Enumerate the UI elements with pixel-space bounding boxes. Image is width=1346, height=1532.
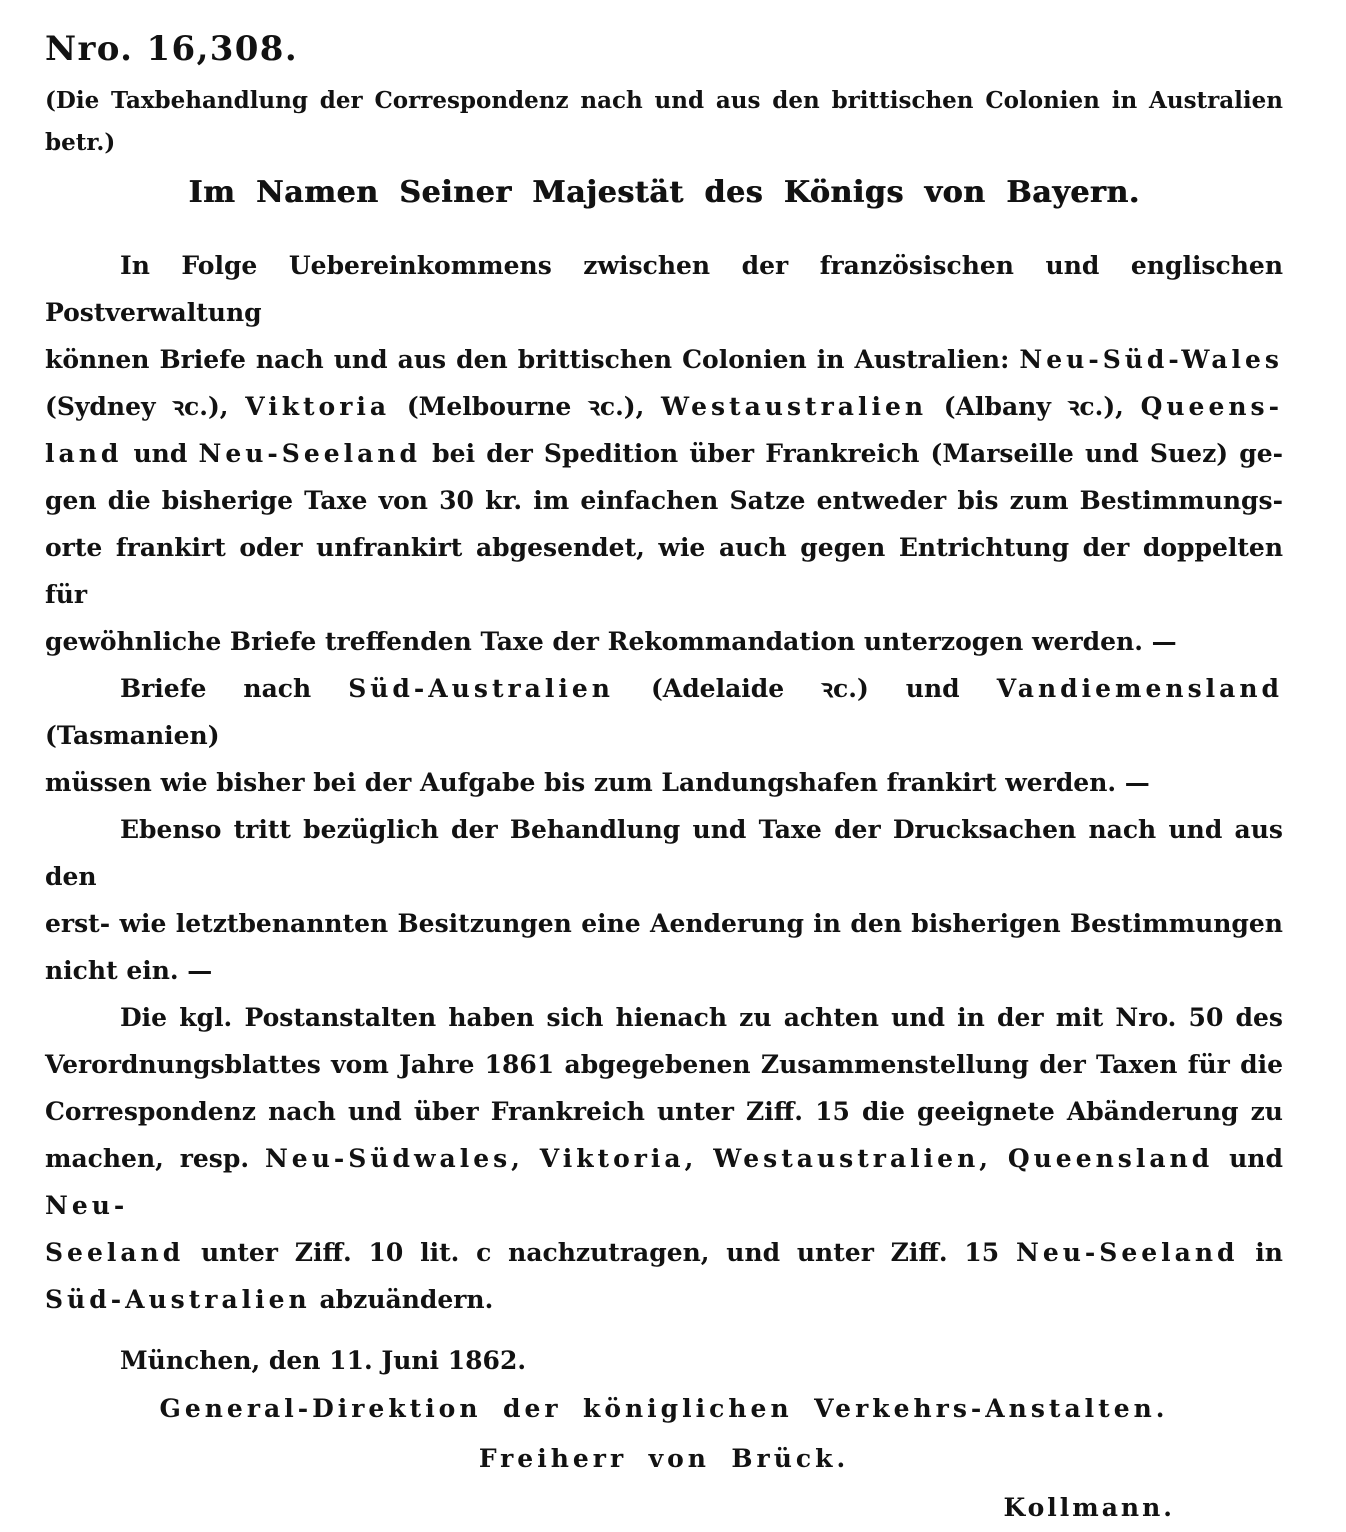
emphasized-text-segment: Neu-Südwales,: [264, 1144, 524, 1173]
royal-heading: Im Namen Seiner Majestät des Königs von Bayern.: [188, 175, 1140, 210]
emphasized-text-segment: Vandiemensland: [996, 674, 1284, 703]
emphasized-text-segment: Neu-Seeland: [198, 439, 422, 468]
emphasized-text-segment: Süd-Australien: [348, 674, 614, 703]
paragraph-3: [45, 806, 1283, 994]
paragraph-2: [45, 665, 1283, 806]
text-segment: abzuändern.: [310, 1285, 494, 1314]
emphasized-text-segment: Queensland: [1007, 1144, 1214, 1173]
authority-line: General-Direktion der königlichen Verkehrs-Anstalten.: [159, 1394, 1169, 1423]
emphasized-text-segment: Viktoria: [245, 392, 391, 421]
text-segment: gewöhnliche Briefe treffenden Taxe der Rekommandation unterzogen werden. —: [45, 627, 1177, 656]
signature-line: Freiherr von Brück.: [478, 1444, 850, 1473]
text-segment: Ebenso tritt bezüglich der Behandlung und Taxe der Drucksachen nach und aus den: [45, 815, 1283, 891]
text-segment: orte frankirt oder unfrankirt abgesendet, wie auch gegen Entrichtung der doppelten für: [45, 533, 1283, 609]
text-segment: bei der Spedition über Frankreich (Marseille und Suez) ge-: [421, 439, 1283, 468]
text-segment: Die kgl. Postanstalten haben sich hienach zu achten und in der mit Nro. 50 des: [120, 1003, 1283, 1032]
text-segment: (Tasmanien): [45, 721, 220, 750]
text-line: [45, 242, 1283, 336]
text-line: [45, 524, 1283, 618]
emphasized-text-segment: Neu-Süd-Wales: [1019, 345, 1283, 374]
emphasized-text-segment: Westaustralien,: [713, 1144, 992, 1173]
text-line: [45, 947, 1283, 994]
text-segment: in: [1238, 1238, 1283, 1267]
text-line: [45, 336, 1283, 383]
text-segment: In Folge Uebereinkommens zwischen der französischen und englischen Postverwaltung: [45, 251, 1283, 327]
text-segment: Briefe nach: [120, 674, 349, 703]
text-segment: Verordnungsblattes vom Jahre 1861 abgegebenen Zusammenstellung der Taxen für die: [45, 1050, 1283, 1079]
text-line: [45, 759, 1283, 806]
text-segment: unter Ziff. 10 lit. c nachzutragen, und unter Ziff. 15: [184, 1238, 1016, 1267]
date-line: München, den 11. Juni 1862.: [120, 1346, 527, 1375]
text-line: [45, 430, 1283, 477]
text-segment: und: [122, 439, 199, 468]
text-segment: (Sydney ꝛc.),: [45, 392, 246, 421]
text-segment: machen, resp.: [45, 1144, 265, 1173]
emphasized-text-segment: Süd-Australien: [45, 1285, 311, 1314]
emphasized-text-segment: Neu-Seeland: [1015, 1238, 1239, 1267]
text-segment: (Melbourne ꝛc.),: [390, 392, 662, 421]
text-line: [45, 994, 1283, 1041]
text-segment: können Briefe nach und aus den brittischen Colonien in Australien:: [45, 345, 1020, 374]
text-line: [45, 477, 1283, 524]
subject-line: (Die Taxbehandlung der Correspondenz nach und aus den brittischen Colonien in Australien betr.): [45, 87, 1283, 156]
decree-body: [45, 242, 1283, 1323]
paragraph-1: [45, 242, 1283, 665]
text-segment: [697, 1144, 713, 1173]
paragraph-4: [45, 994, 1283, 1323]
countersignature: Kollmann.: [1003, 1493, 1175, 1522]
text-segment: Correspondenz nach und über Frankreich unter Ziff. 15 die geeignete Abänderung zu: [45, 1097, 1283, 1126]
text-segment: und: [1213, 1144, 1283, 1173]
emphasized-text-segment: Neu-: [45, 1191, 129, 1220]
text-line: [45, 1088, 1283, 1135]
text-line: [45, 806, 1283, 900]
text-segment: gen die bisherige Taxe von 30 kr. im einfachen Satze entweder bis zum Bestimmungs-: [45, 486, 1283, 515]
text-line: [45, 383, 1283, 430]
text-segment: [992, 1144, 1008, 1173]
text-line: [45, 1041, 1283, 1088]
text-line: [45, 665, 1283, 759]
text-segment: nicht ein. —: [45, 956, 213, 985]
text-segment: müssen wie bisher bei der Aufgabe bis zum Landungshafen frankirt werden. —: [45, 768, 1150, 797]
text-segment: (Adelaide ꝛc.) und: [613, 674, 997, 703]
emphasized-text-segment: land: [45, 439, 123, 468]
text-line: [45, 1276, 1283, 1323]
decree-number: Nro. 16,308.: [45, 29, 299, 69]
text-segment: (Albany ꝛc.),: [927, 392, 1141, 421]
emphasized-text-segment: Westaustralien: [661, 392, 928, 421]
emphasized-text-segment: Seeland: [45, 1238, 185, 1267]
text-line: [45, 900, 1283, 947]
emphasized-text-segment: Viktoria,: [539, 1144, 698, 1173]
emphasized-text-segment: Queens-: [1140, 392, 1283, 421]
text-segment: erst- wie letztbenannten Besitzungen eine Aenderung in den bisherigen Bestimmungen: [45, 909, 1283, 938]
text-line: [45, 618, 1283, 665]
text-line: [45, 1229, 1283, 1276]
text-line: [45, 1135, 1283, 1229]
text-segment: [524, 1144, 540, 1173]
